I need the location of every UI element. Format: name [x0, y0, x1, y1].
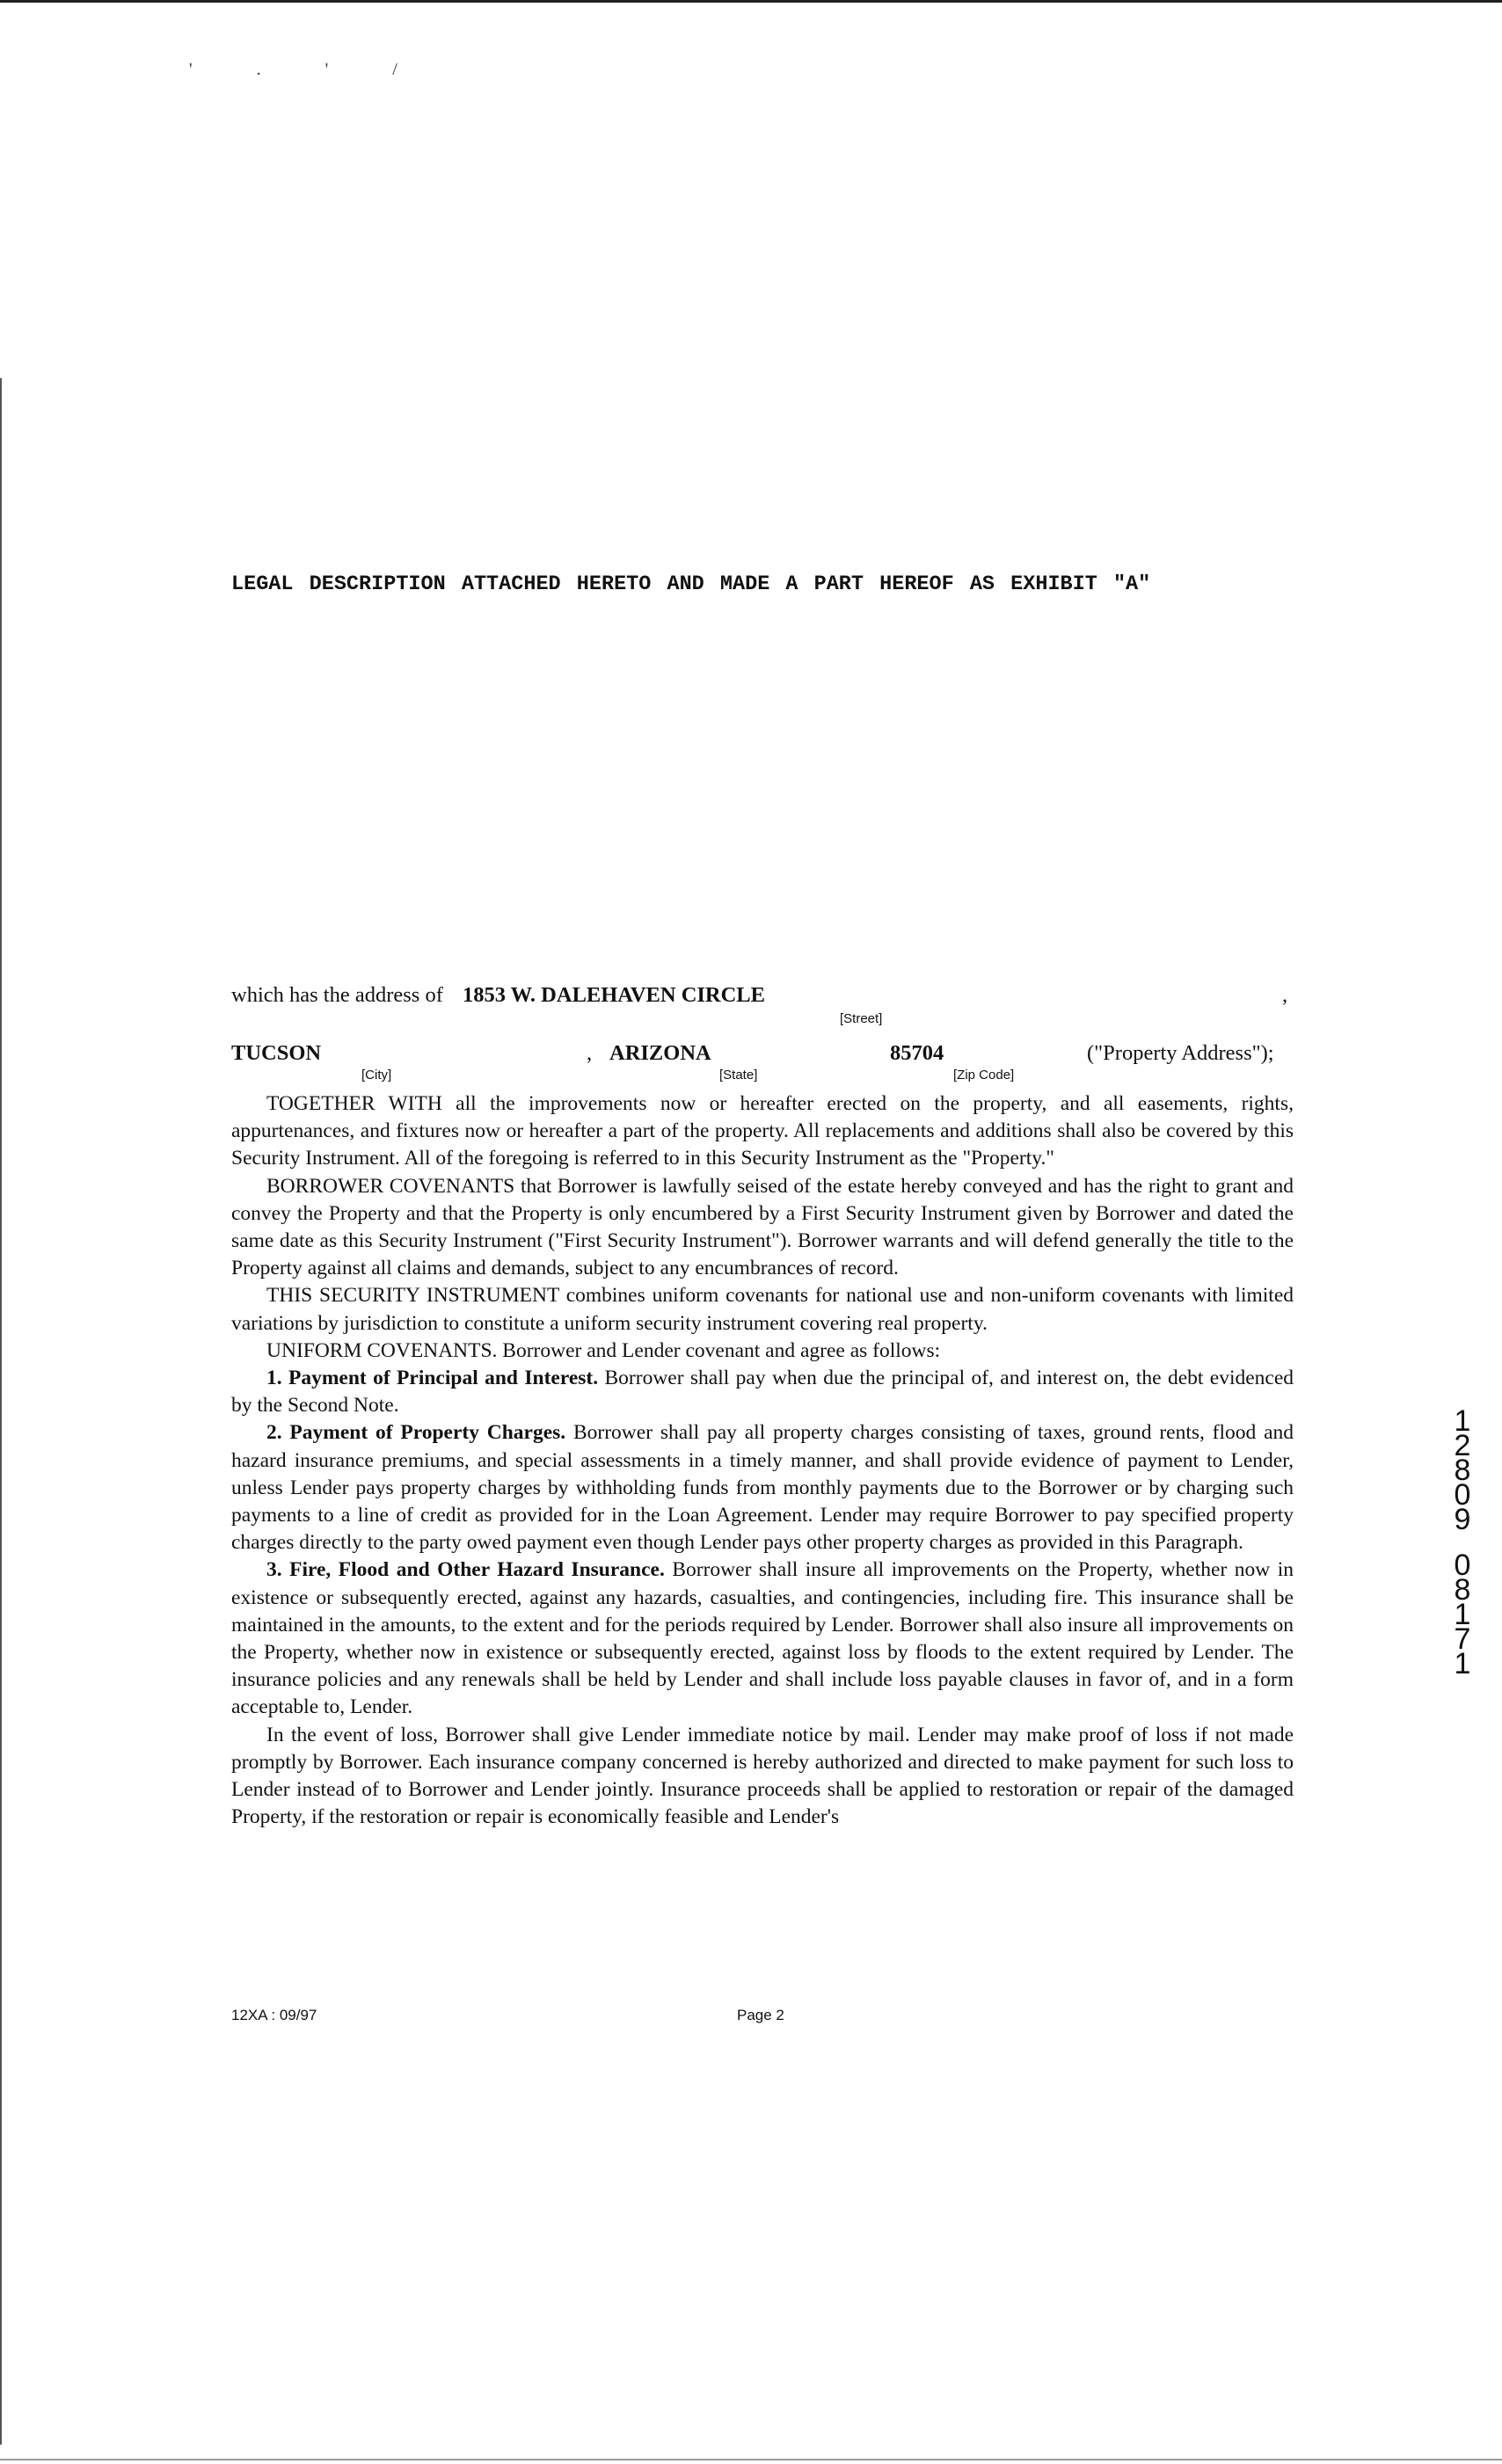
- scan-edge-bottom: [0, 2459, 1502, 2460]
- covenant-3-text: Borrower shall insure all improvements on the Property, whether now in existence or subsequently erected, against any hazards, casualties, and contingencies, including fire. This insurance shall be maintained in the amounts, to the extent and for the periods required by Lender. Borrower shall also insure all improvements on the Property, whether now in existence or subsequently erected, against loss by floods to the extent required by Lender. The insurance policies and any renewals shall be held by Lender and shall include loss payable clauses in favor of, and in a form acceptable to, Lender.: [231, 1558, 1294, 1719]
- covenant-2-text: Borrower shall pay all property charges consisting of taxes, ground rents, flood and hazard insurance premiums, and special assessments in a timely manner, and shall provide evidence of payment to Lender, unless Lender pays property charges by withholding funds from monthly payments due to the Borrower or by charging such payments to a line of credit as provided for in the Loan Agreement. Lender may require Borrower to pay specified property charges directly to the party owed payment even though Lender pays other property charges as provided in this Paragraph.: [231, 1421, 1294, 1555]
- covenant-3-heading: 3. Fire, Flood and Other Hazard Insurance.: [266, 1558, 665, 1582]
- zip-label: [Zip Code]: [953, 1068, 1015, 1083]
- covenant-3-paragraph: [231, 1556, 1294, 1721]
- side-recording-stamp: [1449, 1404, 1476, 1680]
- street-label: [Street]: [840, 1011, 883, 1026]
- legal-description: LEGAL DESCRIPTION ATTACHED HERETO AND MADE A PART HEREOF AS EXHIBIT "A": [231, 572, 1151, 596]
- stamp-digit: 8: [1454, 1573, 1471, 1607]
- stamp-digit: 0: [1454, 1478, 1471, 1512]
- stamp-digit: 9: [1454, 1503, 1471, 1536]
- page-number: Page 2: [737, 2007, 784, 2023]
- loss-paragraph: In the event of loss, Borrower shall give Lender immediate notice by mail. Lender may make proof of loss if not made promptly by Borrower. Each insurance company concerned is hereby authorized and directed to make payment for such loss to Lender instead of to Borrower and Lender jointly. Insurance proceeds shall be applied to restoration or repair of the damaged Property, if the restoration or repair is economically feasible and Lender's: [231, 1723, 1294, 1829]
- stamp-digit: 1: [1454, 1647, 1471, 1680]
- stamp-digit: 1: [1454, 1598, 1471, 1631]
- address-zip: 85704: [890, 1041, 944, 1065]
- scan-edge-top: [0, 0, 1502, 3]
- security-instrument-paragraph: THIS SECURITY INSTRUMENT combines uniform covenants for national use and non-uniform covenants with limited variations by jurisdiction to constitute a uniform security instrument covering real property.: [231, 1284, 1294, 1335]
- address-state: ARIZONA: [609, 1041, 711, 1065]
- address-state-separator: ,: [587, 1041, 593, 1065]
- uniform-covenants-paragraph: UNIFORM COVENANTS. Borrower and Lender covenant and agree as follows:: [266, 1338, 941, 1362]
- covenant-1-heading: 1. Payment of Principal and Interest.: [266, 1367, 599, 1390]
- covenant-1-text: Borrower shall pay when due the principal of, and interest on, the debt evidenced by the Second Note.: [231, 1367, 1294, 1418]
- scan-edge-left: [0, 378, 2, 2445]
- address-street: 1853 W. DALEHAVEN CIRCLE: [463, 983, 765, 1007]
- stamp-digit: 2: [1454, 1429, 1471, 1462]
- address-prefix: which has the address of: [231, 983, 443, 1007]
- covenant-2-heading: 2. Payment of Property Charges.: [266, 1421, 566, 1445]
- stamp-digit: 7: [1454, 1622, 1471, 1656]
- form-code: 12XA : 09/97: [231, 2007, 317, 2023]
- header-ticks: ' . ' /: [189, 60, 427, 79]
- city-label: [City]: [361, 1068, 392, 1083]
- covenant-2-paragraph: [231, 1419, 1294, 1556]
- together-paragraph: TOGETHER WITH all the improvements now or hereafter erected on the property, and all easements, rights, appurtenances, and fixtures now or hereafter a part of the property. All replacements and additions shall also be covered by this Security Instrument. All of the foregoing is referred to in this Security Instrument as the "Property.": [231, 1092, 1294, 1170]
- state-label: [State]: [719, 1068, 758, 1083]
- covenant-1-paragraph: [231, 1365, 1294, 1419]
- borrower-covenants-paragraph: BORROWER COVENANTS that Borrower is lawfully seised of the estate hereby conveyed and has the right to grant and convey the Property and that the Property is only encumbered by a First Security Instrument given by Borrower and dated the same date as this Security Instrument ("First Security Instrument"). Borrower warrants and will defend generally the title to the Property against all claims and demands, subject to any encumbrances of record.: [231, 1174, 1294, 1280]
- stamp-digit: 1: [1454, 1404, 1471, 1438]
- stamp-digit: 8: [1454, 1454, 1471, 1487]
- address-street-comma: ,: [1282, 983, 1288, 1007]
- document-body: [231, 1090, 1294, 1831]
- address-city: TUCSON: [231, 1041, 322, 1065]
- property-address-label: ("Property Address");: [1087, 1041, 1274, 1065]
- stamp-digit: 0: [1454, 1549, 1471, 1582]
